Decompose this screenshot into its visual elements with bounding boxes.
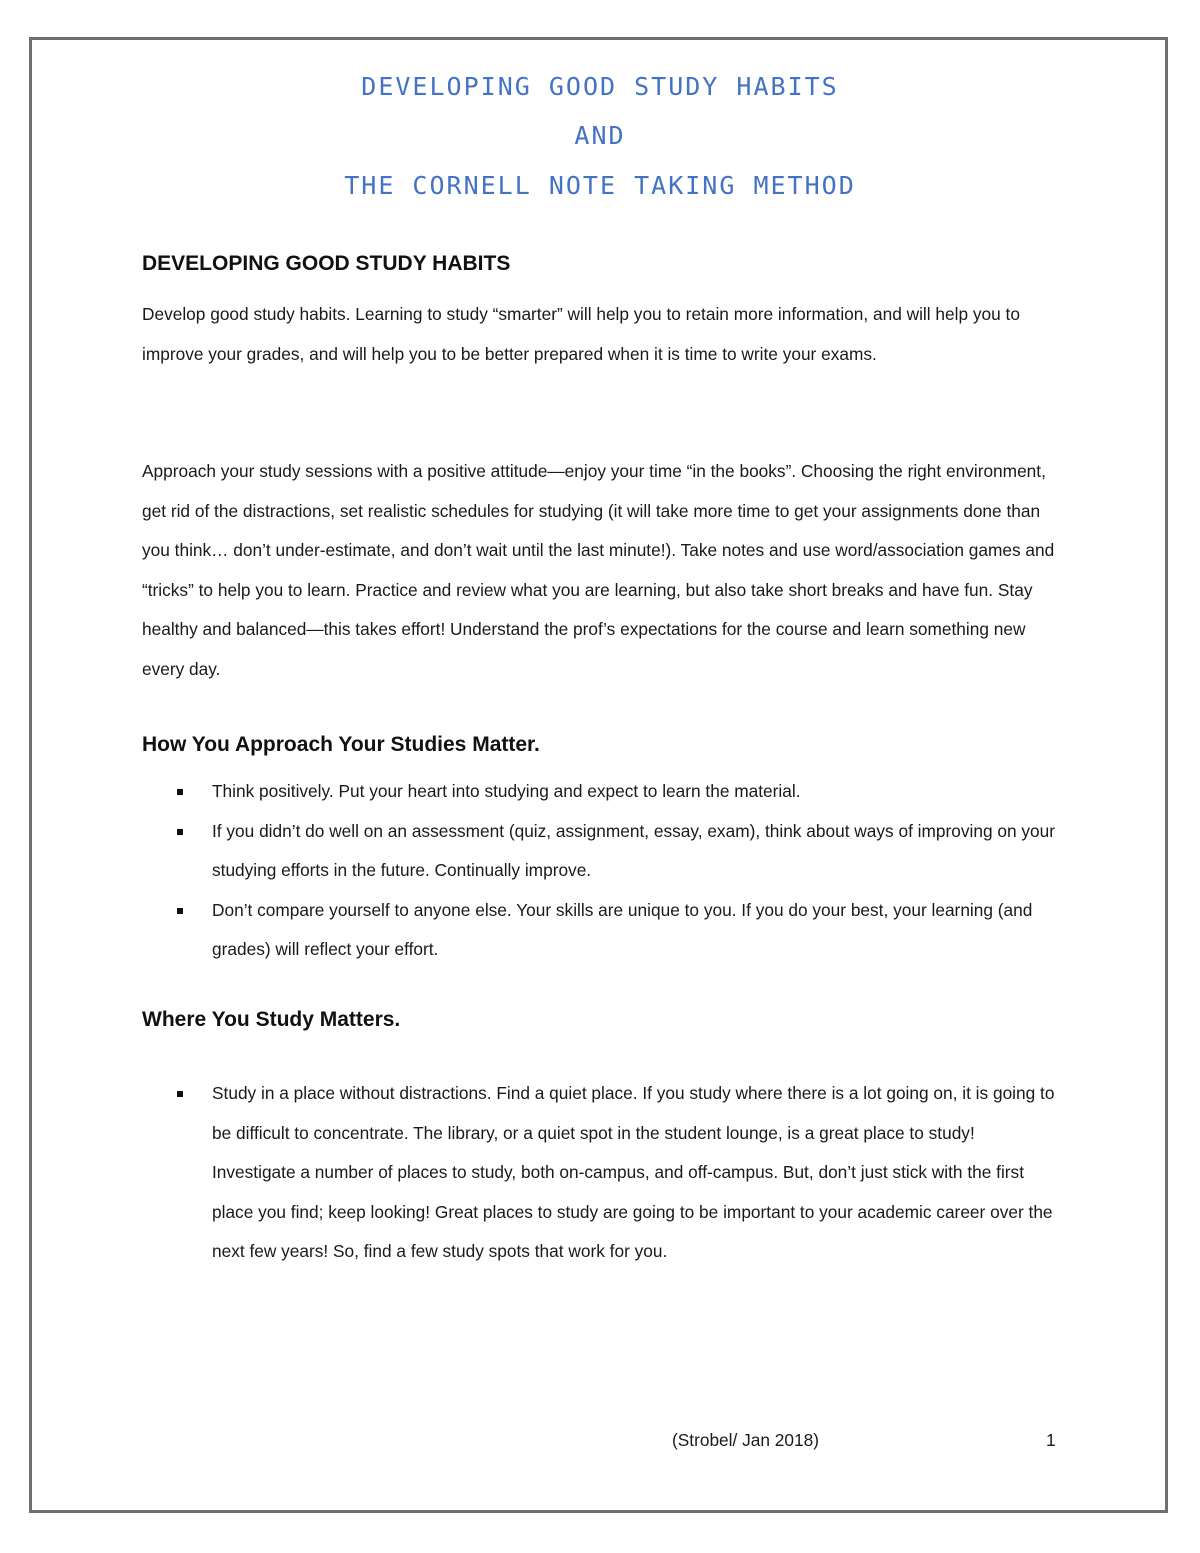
- document-title-line-3: THE CORNELL NOTE TAKING METHOD: [344, 171, 856, 200]
- approach-heading: How You Approach Your Studies Matter.: [142, 733, 540, 756]
- bullet-icon: [177, 829, 183, 835]
- footer-reference: (Strobel/ Jan 2018): [672, 1430, 819, 1450]
- document-title-line-2: AND: [574, 121, 626, 150]
- bullet-text: If you didn’t do well on an assessment (quiz, assignment, essay, exam), think about ways of improving on your studying efforts in the future. Continually improve.: [212, 820, 1056, 880]
- approach-bullet-list: [142, 772, 1062, 970]
- where-heading: Where You Study Matters.: [142, 1008, 401, 1031]
- bullet-text: Think positively. Put your heart into studying and expect to learn the material.: [212, 781, 801, 801]
- list-item: [142, 812, 1062, 891]
- list-item: [142, 891, 1062, 970]
- bullet-text: Study in a place without distractions. Find a quiet place. If you study where there is a lot going on, it is going to be difficult to concentrate. The library, or a quiet spot in the student lounge, is a great place to study! Investigate a number of places to study, both on-campus, and off-campus. But, don’t just stick with the first place you find; keep looking! Great places to study are going to be important to your academic career over the next few years! So, find a few study spots that work for you.: [212, 1083, 1055, 1261]
- list-item: [142, 1074, 1062, 1272]
- page-number: 1: [1046, 1430, 1056, 1450]
- bullet-icon: [177, 789, 183, 795]
- section-heading: DEVELOPING GOOD STUDY HABITS: [142, 252, 511, 275]
- bullet-icon: [177, 908, 183, 914]
- approach-paragraph: Approach your study sessions with a positive attitude—enjoy your time “in the books”. Choosing the right environment, get rid of the distractions, set realistic schedules for studying (it will take more time to get your assignments done than you think… don’t under-estimate, and don’t wait until the last minute!). Take notes and use word/association games and “tricks” to help you to learn. Practice and review what you are learning, but also take short breaks and have fun. Stay healthy and balanced—this takes effort! Understand the prof’s expectations for the course and learn something new every day.: [142, 461, 1055, 679]
- bullet-icon: [177, 1091, 183, 1097]
- bullet-text: Don’t compare yourself to anyone else. Your skills are unique to you. If you do your best, your learning (and grades) will reflect your effort.: [212, 899, 1033, 959]
- list-item: [142, 772, 1062, 812]
- document-title-line-1: DEVELOPING GOOD STUDY HABITS: [361, 72, 839, 101]
- where-bullet-list: [142, 1074, 1062, 1272]
- intro-paragraph: Develop good study habits. Learning to study “smarter” will help you to retain more information, and will help you to improve your grades, and will help you to be better prepared when it is time to write your exams.: [142, 304, 1020, 364]
